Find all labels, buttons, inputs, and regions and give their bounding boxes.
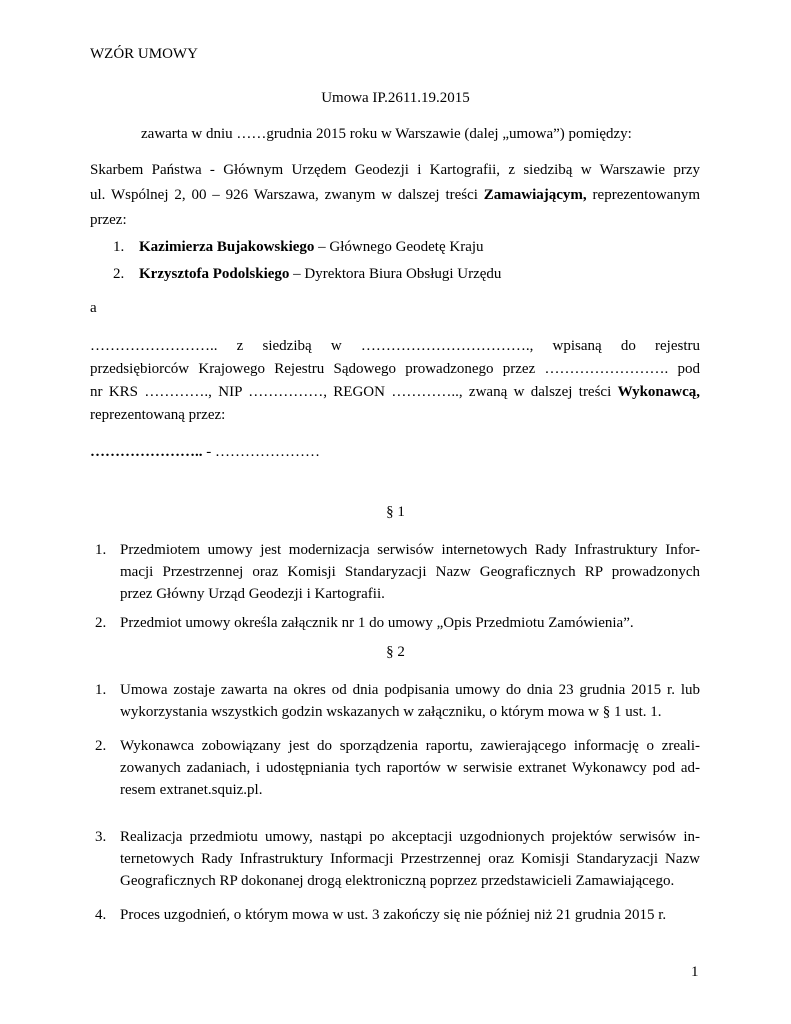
rep-entry: Krzysztofa Podolskiego – Dyrektora Biura Obsługi Urzędu	[139, 266, 502, 282]
rep-name: Krzysztofa Podolskiego	[139, 266, 290, 282]
item-line: wykorzystania wszystkich godzin wskazanych w załączniku, o którym mowa w § 1 ust. 1.	[120, 704, 662, 720]
item-line: Wykonawca zobowiązany jest do sporządzenia raportu, zawierającego informację o zreali-	[120, 738, 700, 754]
item-line: Umowa zostaje zawarta na okres od dnia podpisania umowy do dnia 23 grudnia 2015 r. lub	[120, 682, 700, 698]
rep-number: 2.	[113, 266, 125, 282]
item-line: przez Główny Urząd Geodezji i Kartografii.	[120, 586, 385, 602]
item-number: 2.	[95, 615, 107, 631]
party2-line: przedsiębiorców Krajowego Rejestru Sądowego prowadzonego przez ……………………. pod	[90, 361, 700, 377]
rep-entry: Kazimierza Bujakowskiego – Głównego Geodetę Kraju	[139, 239, 484, 255]
item-line: Przedmiot umowy określa załącznik nr 1 do umowy „Opis Przedmiotu Zamówienia”.	[120, 615, 634, 631]
party1-line: przez:	[90, 212, 127, 228]
item-number: 1.	[95, 542, 107, 558]
party1-line: ul. Wspólnej 2, 00 – 926 Warszawa, zwanym w dalszej treści Zamawiającym, reprezentowanym	[90, 187, 700, 203]
template-label: WZÓR UMOWY	[90, 46, 198, 62]
item-line: Geograficznych RP dokonanej drogą elektroniczną poprzez przedstawicieli Zamawiającego.	[120, 873, 675, 889]
party1-line: Skarbem Państwa - Głównym Urzędem Geodezji i Kartografii, z siedzibą w Warszawie przy	[90, 162, 700, 178]
item-line: macji Przestrzennej oraz Komisji Standaryzacji Nazw Geograficznych RP prowadzonych	[120, 564, 700, 580]
party1-role-bold: Zamawiającym,	[483, 187, 587, 203]
section-heading: § 2	[386, 644, 405, 660]
rep-number: 1.	[113, 239, 125, 255]
conjunction: a	[90, 300, 97, 316]
item-line: Przedmiotem umowy jest modernizacja serwisów internetowych Rady Infrastruktury Infor-	[120, 542, 700, 558]
page-number: 1	[691, 964, 699, 980]
party2-line: …………………….. z siedzibą w ……………………………., wpisaną do rejestru	[90, 338, 700, 354]
rep-name: Kazimierza Bujakowskiego	[139, 239, 315, 255]
item-number: 3.	[95, 829, 107, 845]
section-heading: § 1	[386, 504, 405, 520]
party2-representative: ………………….. - …………………	[90, 444, 320, 460]
item-line: resem extranet.squiz.pl.	[120, 782, 263, 798]
item-line: zowanych zadaniach, i udostępniania tych raportów w serwisie extranet Wykonawcy pod ad-	[120, 760, 700, 776]
item-line: Realizacja przedmiotu umowy, nastąpi po akceptacji uzgodnionych projektów serwisów in-	[120, 829, 700, 845]
party2-role-bold: Wykonawcą,	[617, 384, 700, 400]
item-number: 1.	[95, 682, 107, 698]
item-line: Proces uzgodnień, o którym mowa w ust. 3 zakończy się nie później niż 21 grudnia 2015 r.	[120, 907, 667, 923]
contract-subtitle: zawarta w dniu ……grudnia 2015 roku w Warszawie (dalej „umowa”) pomiędzy:	[141, 126, 632, 142]
contract-title: Umowa IP.2611.19.2015	[321, 90, 470, 106]
item-line: ternetowych Rady Infrastruktury Informacji Przestrzennej oraz Komisji Standaryzacji Nazw	[120, 851, 700, 867]
item-number: 4.	[95, 907, 107, 923]
party2-line: reprezentowaną przez:	[90, 407, 226, 423]
party2-line: nr KRS …………., NIP ……………, REGON ………….., zwaną w dalszej treści Wykonawcą,	[90, 384, 700, 400]
item-number: 2.	[95, 738, 107, 754]
